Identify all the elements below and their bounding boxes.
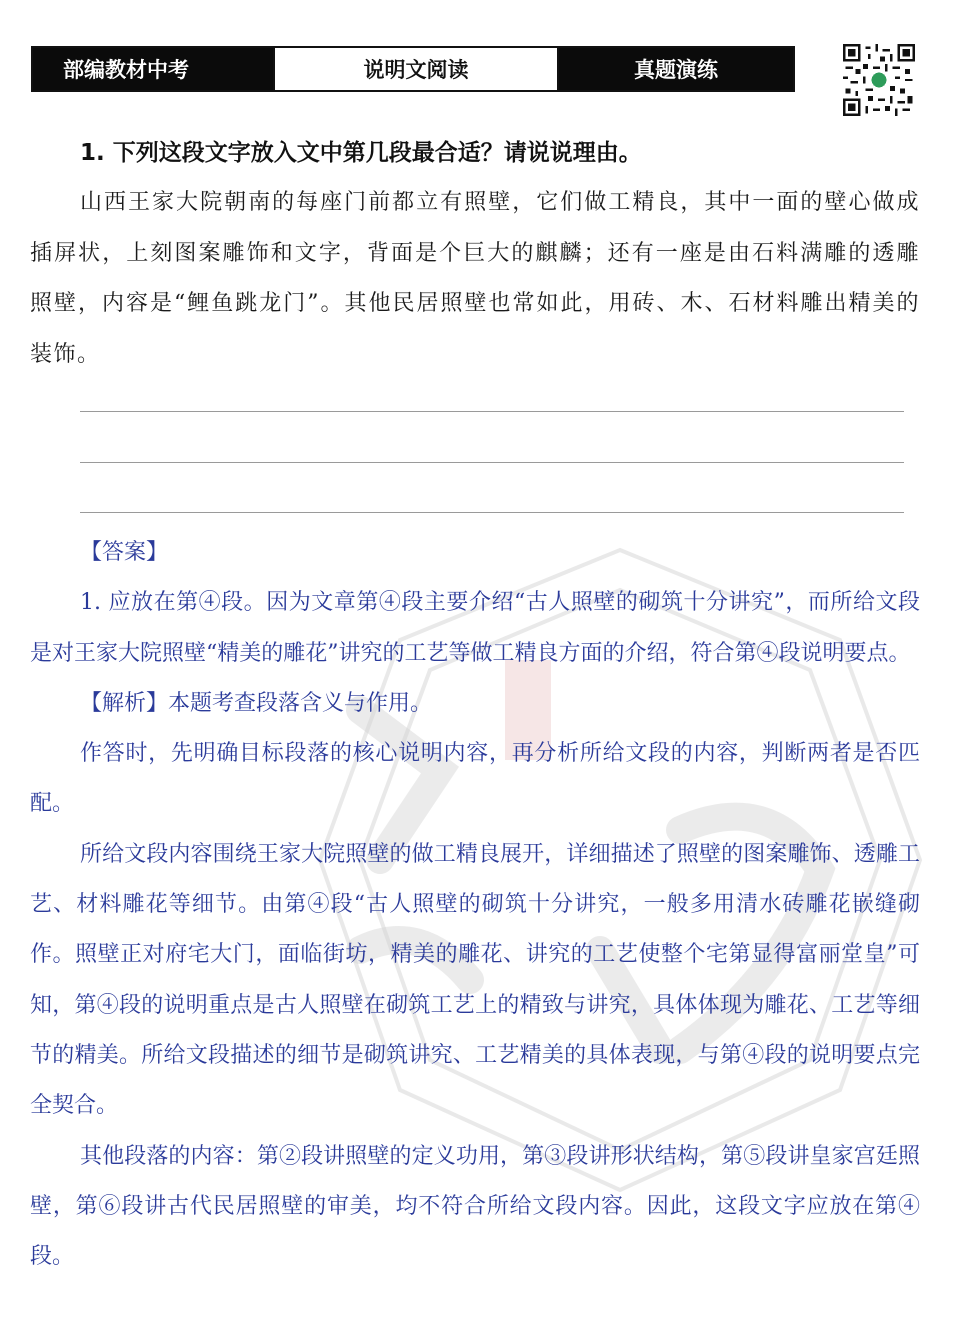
header-center-label: 说明文阅读 xyxy=(273,48,559,90)
answer-line xyxy=(80,411,904,412)
answer-line xyxy=(80,512,904,513)
analysis-paragraph: 作答时，先明确目标段落的核心说明内容，再分析所给文段的内容，判断两者是否匹配。 xyxy=(30,741,920,817)
analysis-paragraph: 所给文段内容围绕王家大院照壁的做工精良展开，详细描述了照壁的图案雕饰、透雕工艺、材料雕花等细节。由第④段“古人照壁的砌筑十分讲究，一般多用清水砖雕花嵌缝砌作。照壁正对府宅大门，面临街坊，精美的雕花、讲究的工艺使整个宅第显得富丽堂皇”可知，第④段的说明重点是古人照壁在砌筑工艺上的精致与讲究，具体体现为雕花、工艺等细节的精美。所给文段描述的细节是砌筑讲究、工艺精美的具体表现，与第④段的说明要点完全契合。 xyxy=(30,841,920,1119)
answer-label: 【答案】 xyxy=(80,540,169,565)
header-right-label: 真题演练 xyxy=(559,48,793,90)
header-bar xyxy=(31,46,795,92)
analysis-intro: 本题考查段落含义与作用。 xyxy=(168,690,433,716)
question-title: 1. 下列这段文字放入文中第几段最合适？请说说理由。 xyxy=(80,140,642,166)
question-passage: 山西王家大院朝南的每座门前都立有照壁，它们做工精良，其中一面的壁心做成插屏状，上刻图案雕饰和文字，背面是个巨大的麒麟；还有一座是由石料满雕的透雕照壁，内容是“鲤鱼跳龙门”。其他民居照壁也常如此，用砖、木、石材料雕出精美的装饰。 xyxy=(30,190,920,367)
analysis-paragraph: 其他段落的内容：第②段讲照壁的定义功用，第③段讲形状结构，第⑤段讲皇家宫廷照壁，第⑥段讲古代民居照壁的审美，均不符合所给文段内容。因此，这段文字应放在第④段。 xyxy=(30,1143,920,1270)
answer-section xyxy=(30,528,920,1282)
qr-code-icon xyxy=(843,44,915,116)
answer-text: 1. 应放在第④段。因为文章第④段主要介绍“古人照壁的砌筑十分讲究”，而所给文段是对王家大院照壁“精美的雕花”讲究的工艺等做工精良方面的介绍，符合第④段说明要点。 xyxy=(30,590,920,666)
analysis-label: 【解析】 xyxy=(80,690,169,716)
answer-line xyxy=(80,462,904,463)
header-left-label: 部编教材中考 xyxy=(33,48,273,90)
